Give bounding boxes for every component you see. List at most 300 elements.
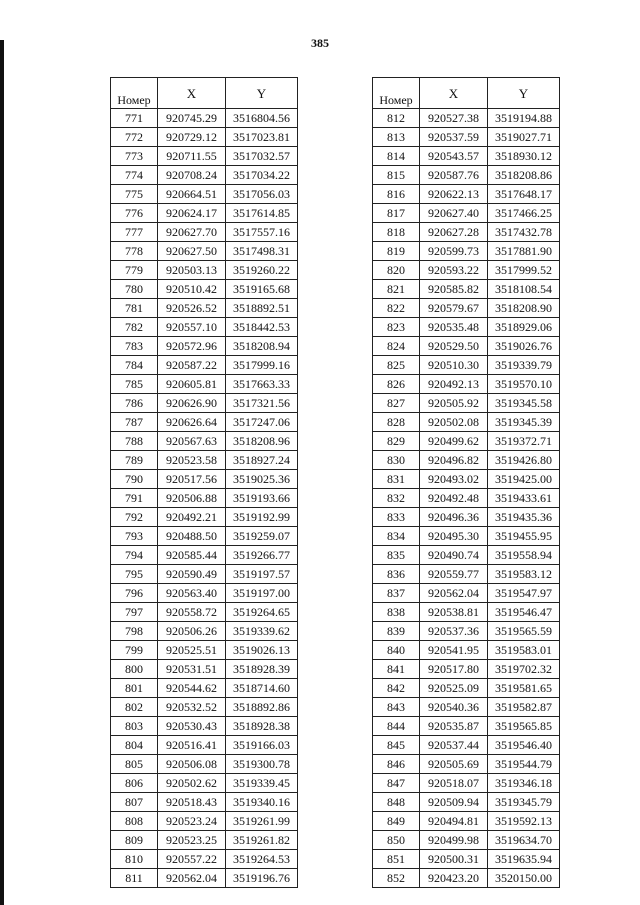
cell-x: 920518.07 [420, 774, 488, 793]
cell-x: 920627.40 [420, 204, 488, 223]
cell-number: 845 [373, 736, 420, 755]
table-row [373, 812, 560, 831]
cell-y: 3519027.71 [488, 128, 560, 147]
cell-number: 792 [111, 508, 158, 527]
table-row [373, 641, 560, 660]
cell-x: 920729.12 [158, 128, 226, 147]
cell-x: 920626.64 [158, 413, 226, 432]
cell-y: 3519025.36 [226, 470, 298, 489]
table-row [111, 527, 298, 546]
cell-y: 3519546.40 [488, 736, 560, 755]
cell-number: 799 [111, 641, 158, 660]
cell-y: 3518108.54 [488, 280, 560, 299]
cell-y: 3519425.00 [488, 470, 560, 489]
cell-y: 3519558.94 [488, 546, 560, 565]
table-row [111, 128, 298, 147]
table-row [111, 812, 298, 831]
cell-x: 920627.70 [158, 223, 226, 242]
cell-x: 920423.20 [420, 869, 488, 888]
cell-number: 798 [111, 622, 158, 641]
table-row [373, 508, 560, 527]
table-body [373, 109, 560, 888]
column-header-number: Номер [373, 78, 420, 109]
cell-number: 772 [111, 128, 158, 147]
cell-y: 3518208.86 [488, 166, 560, 185]
cell-y: 3519196.76 [226, 869, 298, 888]
cell-x: 920488.50 [158, 527, 226, 546]
cell-y: 3517999.52 [488, 261, 560, 280]
cell-number: 846 [373, 755, 420, 774]
cell-number: 794 [111, 546, 158, 565]
cell-number: 803 [111, 717, 158, 736]
cell-number: 780 [111, 280, 158, 299]
cell-x: 920567.63 [158, 432, 226, 451]
cell-y: 3517432.78 [488, 223, 560, 242]
cell-x: 920495.30 [420, 527, 488, 546]
cell-x: 920494.81 [420, 812, 488, 831]
cell-number: 831 [373, 470, 420, 489]
cell-x: 920544.62 [158, 679, 226, 698]
cell-y: 3518927.24 [226, 451, 298, 470]
cell-number: 809 [111, 831, 158, 850]
cell-y: 3519345.79 [488, 793, 560, 812]
column-header-y: Y [488, 78, 560, 109]
cell-number: 810 [111, 850, 158, 869]
cell-number: 837 [373, 584, 420, 603]
cell-x: 920537.36 [420, 622, 488, 641]
cell-y: 3519166.03 [226, 736, 298, 755]
cell-x: 920585.82 [420, 280, 488, 299]
table-row [111, 147, 298, 166]
cell-y: 3519345.58 [488, 394, 560, 413]
table-row [373, 546, 560, 565]
cell-y: 3517056.03 [226, 185, 298, 204]
cell-x: 920557.10 [158, 318, 226, 337]
table-row [373, 318, 560, 337]
cell-number: 827 [373, 394, 420, 413]
cell-x: 920523.58 [158, 451, 226, 470]
coordinates-table-left [110, 77, 298, 888]
cell-number: 816 [373, 185, 420, 204]
cell-number: 820 [373, 261, 420, 280]
cell-number: 850 [373, 831, 420, 850]
cell-x: 920492.48 [420, 489, 488, 508]
cell-number: 811 [111, 869, 158, 888]
cell-y: 3518208.96 [226, 432, 298, 451]
cell-y: 3517034.22 [226, 166, 298, 185]
table-row [111, 375, 298, 394]
cell-number: 807 [111, 793, 158, 812]
cell-x: 920496.36 [420, 508, 488, 527]
cell-y: 3519544.79 [488, 755, 560, 774]
table-row [111, 413, 298, 432]
table-row [373, 147, 560, 166]
cell-x: 920506.88 [158, 489, 226, 508]
table-row [111, 489, 298, 508]
cell-x: 920492.13 [420, 375, 488, 394]
cell-number: 785 [111, 375, 158, 394]
cell-y: 3518928.38 [226, 717, 298, 736]
cell-x: 920535.87 [420, 717, 488, 736]
table-row [111, 318, 298, 337]
cell-number: 790 [111, 470, 158, 489]
cell-x: 920535.48 [420, 318, 488, 337]
table-row [373, 242, 560, 261]
cell-number: 818 [373, 223, 420, 242]
cell-x: 920572.96 [158, 337, 226, 356]
table-row [373, 261, 560, 280]
table-row [373, 109, 560, 128]
cell-x: 920510.30 [420, 356, 488, 375]
table-row [373, 755, 560, 774]
table-row [111, 622, 298, 641]
scan-left-edge [0, 40, 4, 905]
cell-number: 787 [111, 413, 158, 432]
cell-y: 3519345.39 [488, 413, 560, 432]
cell-y: 3518892.86 [226, 698, 298, 717]
table-row [373, 717, 560, 736]
table-row [373, 432, 560, 451]
cell-y: 3516804.56 [226, 109, 298, 128]
table-header-row [111, 78, 298, 109]
table-row [111, 166, 298, 185]
cell-y: 3519583.01 [488, 641, 560, 660]
cell-number: 832 [373, 489, 420, 508]
cell-y: 3519372.71 [488, 432, 560, 451]
cell-x: 920506.26 [158, 622, 226, 641]
cell-number: 824 [373, 337, 420, 356]
table-row [373, 774, 560, 793]
table-row [111, 869, 298, 888]
table-row [111, 603, 298, 622]
table-row [373, 869, 560, 888]
column-header-number: Номер [111, 78, 158, 109]
cell-y: 3518208.90 [488, 299, 560, 318]
cell-y: 3517614.85 [226, 204, 298, 223]
cell-y: 3519340.16 [226, 793, 298, 812]
cell-number: 835 [373, 546, 420, 565]
table-row [111, 660, 298, 679]
table-header-row [373, 78, 560, 109]
cell-y: 3519264.65 [226, 603, 298, 622]
table-row [373, 850, 560, 869]
cell-y: 3519264.53 [226, 850, 298, 869]
column-header-x: X [420, 78, 488, 109]
cell-number: 783 [111, 337, 158, 356]
cell-y: 3517663.33 [226, 375, 298, 394]
cell-x: 920510.42 [158, 280, 226, 299]
cell-x: 920505.69 [420, 755, 488, 774]
cell-y: 3519433.61 [488, 489, 560, 508]
cell-x: 920537.44 [420, 736, 488, 755]
cell-y: 3519565.59 [488, 622, 560, 641]
table-row [373, 299, 560, 318]
cell-number: 781 [111, 299, 158, 318]
cell-y: 3519339.79 [488, 356, 560, 375]
cell-number: 814 [373, 147, 420, 166]
cell-number: 796 [111, 584, 158, 603]
cell-y: 3520150.00 [488, 869, 560, 888]
table-row [373, 413, 560, 432]
cell-x: 920492.21 [158, 508, 226, 527]
cell-number: 819 [373, 242, 420, 261]
cell-y: 3519026.76 [488, 337, 560, 356]
cell-y: 3519026.13 [226, 641, 298, 660]
cell-x: 920530.43 [158, 717, 226, 736]
cell-y: 3519702.32 [488, 660, 560, 679]
table-row [111, 261, 298, 280]
cell-number: 786 [111, 394, 158, 413]
cell-x: 920506.08 [158, 755, 226, 774]
cell-y: 3518928.39 [226, 660, 298, 679]
cell-x: 920563.40 [158, 584, 226, 603]
cell-number: 789 [111, 451, 158, 470]
table-row [373, 451, 560, 470]
cell-x: 920517.80 [420, 660, 488, 679]
cell-number: 829 [373, 432, 420, 451]
table-row [111, 717, 298, 736]
cell-y: 3519570.10 [488, 375, 560, 394]
cell-x: 920664.51 [158, 185, 226, 204]
page-number: 385 [311, 36, 329, 50]
cell-number: 808 [111, 812, 158, 831]
table-row [373, 831, 560, 850]
table-row [373, 280, 560, 299]
cell-number: 840 [373, 641, 420, 660]
cell-y: 3519193.66 [226, 489, 298, 508]
cell-x: 920523.25 [158, 831, 226, 850]
cell-number: 795 [111, 565, 158, 584]
cell-y: 3519426.80 [488, 451, 560, 470]
cell-x: 920531.51 [158, 660, 226, 679]
table-row [111, 204, 298, 223]
cell-x: 920541.95 [420, 641, 488, 660]
table-row [111, 546, 298, 565]
cell-y: 3519346.18 [488, 774, 560, 793]
cell-y: 3517999.16 [226, 356, 298, 375]
table-row [111, 242, 298, 261]
table-row [373, 679, 560, 698]
cell-number: 782 [111, 318, 158, 337]
cell-number: 784 [111, 356, 158, 375]
column-header-y: Y [226, 78, 298, 109]
cell-number: 804 [111, 736, 158, 755]
cell-x: 920505.92 [420, 394, 488, 413]
cell-x: 920509.94 [420, 793, 488, 812]
cell-number: 847 [373, 774, 420, 793]
table-row [111, 793, 298, 812]
table-row [111, 109, 298, 128]
cell-x: 920587.76 [420, 166, 488, 185]
cell-number: 822 [373, 299, 420, 318]
cell-number: 779 [111, 261, 158, 280]
cell-x: 920532.52 [158, 698, 226, 717]
table-row [111, 774, 298, 793]
table-row [111, 641, 298, 660]
cell-x: 920540.36 [420, 698, 488, 717]
cell-x: 920496.82 [420, 451, 488, 470]
cell-x: 920538.81 [420, 603, 488, 622]
cell-x: 920624.17 [158, 204, 226, 223]
cell-number: 797 [111, 603, 158, 622]
cell-y: 3519260.22 [226, 261, 298, 280]
table-row [111, 736, 298, 755]
cell-y: 3519547.97 [488, 584, 560, 603]
cell-x: 920579.67 [420, 299, 488, 318]
cell-x: 920562.04 [158, 869, 226, 888]
cell-x: 920626.90 [158, 394, 226, 413]
cell-y: 3519261.99 [226, 812, 298, 831]
cell-x: 920516.41 [158, 736, 226, 755]
cell-number: 841 [373, 660, 420, 679]
cell-y: 3519581.65 [488, 679, 560, 698]
table-row [373, 394, 560, 413]
table-row [373, 565, 560, 584]
cell-y: 3519592.13 [488, 812, 560, 831]
cell-y: 3519261.82 [226, 831, 298, 850]
table-row [373, 489, 560, 508]
cell-number: 843 [373, 698, 420, 717]
cell-number: 844 [373, 717, 420, 736]
table-row [111, 185, 298, 204]
cell-number: 788 [111, 432, 158, 451]
cell-number: 830 [373, 451, 420, 470]
cell-number: 851 [373, 850, 420, 869]
cell-number: 828 [373, 413, 420, 432]
table-row [373, 166, 560, 185]
table-row [111, 508, 298, 527]
table-row [111, 831, 298, 850]
cell-x: 920605.81 [158, 375, 226, 394]
table-row [373, 185, 560, 204]
cell-x: 920493.02 [420, 470, 488, 489]
cell-x: 920523.24 [158, 812, 226, 831]
cell-y: 3519192.99 [226, 508, 298, 527]
cell-x: 920708.24 [158, 166, 226, 185]
cell-y: 3519565.85 [488, 717, 560, 736]
cell-x: 920557.22 [158, 850, 226, 869]
cell-y: 3519582.87 [488, 698, 560, 717]
cell-number: 817 [373, 204, 420, 223]
cell-number: 791 [111, 489, 158, 508]
cell-x: 920590.49 [158, 565, 226, 584]
cell-number: 777 [111, 223, 158, 242]
table-row [373, 375, 560, 394]
cell-y: 3517466.25 [488, 204, 560, 223]
cell-x: 920517.56 [158, 470, 226, 489]
table-row [111, 337, 298, 356]
table-body [111, 109, 298, 888]
cell-x: 920499.62 [420, 432, 488, 451]
table-row [373, 660, 560, 679]
cell-number: 812 [373, 109, 420, 128]
cell-y: 3517321.56 [226, 394, 298, 413]
cell-x: 920503.13 [158, 261, 226, 280]
cell-y: 3517023.81 [226, 128, 298, 147]
cell-y: 3518930.12 [488, 147, 560, 166]
cell-y: 3519546.47 [488, 603, 560, 622]
column-header-x: X [158, 78, 226, 109]
cell-number: 775 [111, 185, 158, 204]
cell-number: 813 [373, 128, 420, 147]
cell-y: 3519435.36 [488, 508, 560, 527]
cell-number: 826 [373, 375, 420, 394]
table-row [373, 128, 560, 147]
cell-x: 920711.55 [158, 147, 226, 166]
cell-y: 3517247.06 [226, 413, 298, 432]
cell-number: 836 [373, 565, 420, 584]
cell-y: 3519266.77 [226, 546, 298, 565]
cell-number: 805 [111, 755, 158, 774]
table-row [111, 280, 298, 299]
cell-x: 920500.31 [420, 850, 488, 869]
cell-x: 920745.29 [158, 109, 226, 128]
cell-x: 920526.52 [158, 299, 226, 318]
cell-y: 3517032.57 [226, 147, 298, 166]
cell-number: 821 [373, 280, 420, 299]
table-row [373, 470, 560, 489]
cell-x: 920587.22 [158, 356, 226, 375]
cell-number: 802 [111, 698, 158, 717]
cell-number: 848 [373, 793, 420, 812]
cell-y: 3519339.62 [226, 622, 298, 641]
table-row [111, 755, 298, 774]
cell-y: 3519583.12 [488, 565, 560, 584]
cell-x: 920537.59 [420, 128, 488, 147]
table-row [373, 603, 560, 622]
table-row [111, 584, 298, 603]
cell-x: 920543.57 [420, 147, 488, 166]
cell-y: 3518714.60 [226, 679, 298, 698]
cell-number: 815 [373, 166, 420, 185]
table-row [111, 698, 298, 717]
table-row [373, 337, 560, 356]
table-row [373, 204, 560, 223]
cell-x: 920558.72 [158, 603, 226, 622]
cell-number: 825 [373, 356, 420, 375]
cell-number: 839 [373, 622, 420, 641]
cell-number: 771 [111, 109, 158, 128]
cell-y: 3519194.88 [488, 109, 560, 128]
cell-x: 920599.73 [420, 242, 488, 261]
cell-y: 3517498.31 [226, 242, 298, 261]
cell-y: 3518208.94 [226, 337, 298, 356]
cell-x: 920593.22 [420, 261, 488, 280]
cell-y: 3519259.07 [226, 527, 298, 546]
table-row [111, 299, 298, 318]
table-row [111, 223, 298, 242]
cell-number: 833 [373, 508, 420, 527]
cell-number: 849 [373, 812, 420, 831]
cell-y: 3519165.68 [226, 280, 298, 299]
cell-number: 806 [111, 774, 158, 793]
cell-number: 776 [111, 204, 158, 223]
cell-y: 3517648.17 [488, 185, 560, 204]
table-row [373, 793, 560, 812]
coordinates-table-right [372, 77, 560, 888]
table-row [111, 451, 298, 470]
cell-y: 3518929.06 [488, 318, 560, 337]
table-row [111, 679, 298, 698]
cell-x: 920559.77 [420, 565, 488, 584]
cell-number: 842 [373, 679, 420, 698]
cell-number: 793 [111, 527, 158, 546]
cell-y: 3519635.94 [488, 850, 560, 869]
cell-x: 920525.51 [158, 641, 226, 660]
table-row [373, 698, 560, 717]
cell-y: 3519197.57 [226, 565, 298, 584]
cell-y: 3519455.95 [488, 527, 560, 546]
